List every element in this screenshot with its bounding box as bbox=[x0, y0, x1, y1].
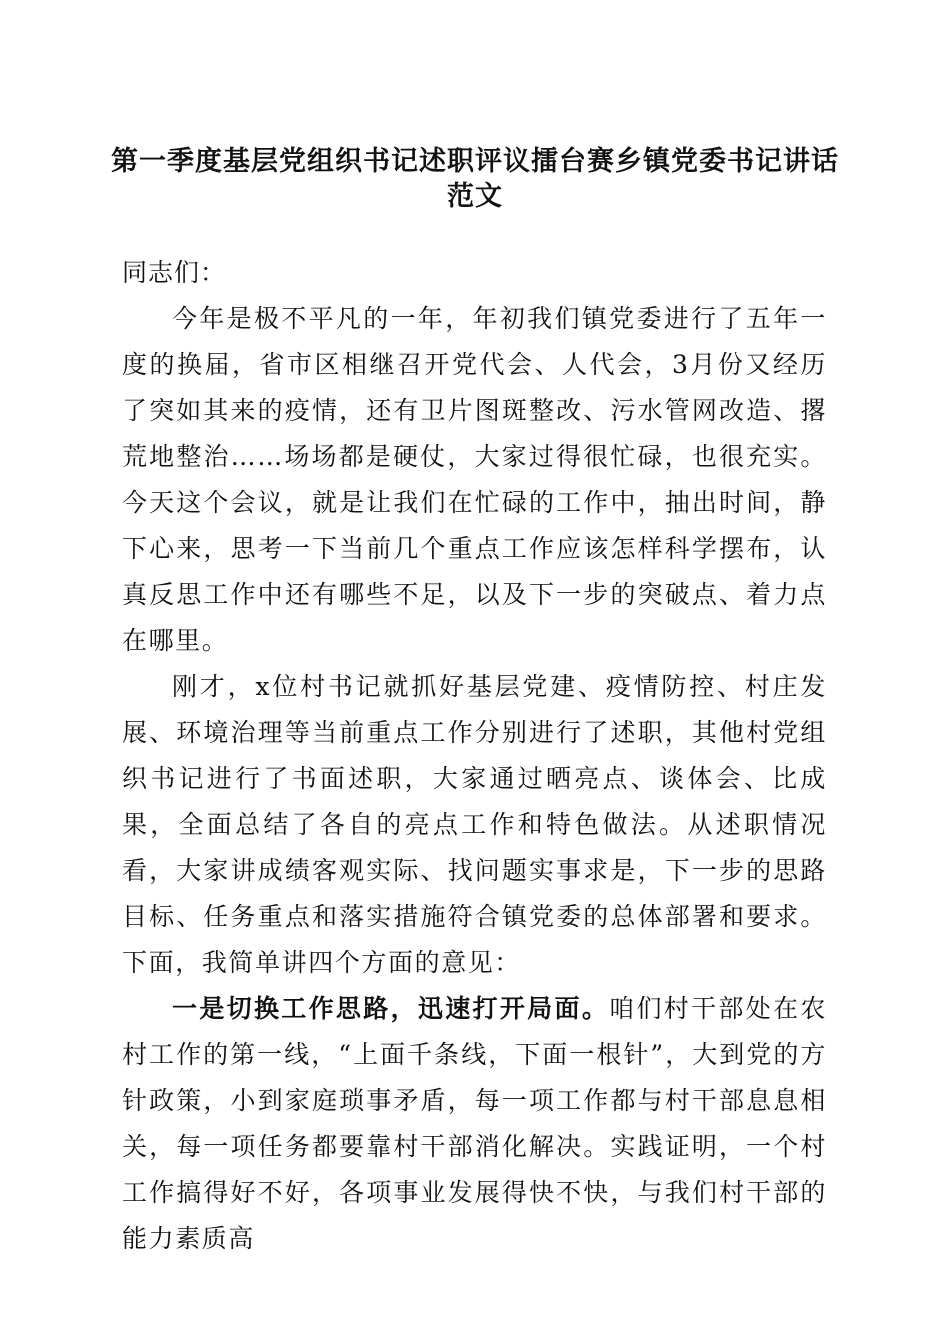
document-title: 第一季度基层党组织书记述职评议擂台赛乡镇党委书记讲话范文 bbox=[111, 146, 839, 212]
paragraph-1-text: 今年是极不平凡的一年，年初我们镇党委进行了五年一度的换届，省市区相继召开党代会、人代会，3月份又经历了突如其来的疫情，还有卫片图斑整改、污水管网改造、撂荒地整治……场场都是硬仗，大家过得很忙碌，也很充实。今天这个会议，就是让我们在忙碌的工作中，抽出时间，静下心来，思考一下当前几个重点工作应该怎样科学摆布，认真反思工作中还有哪些不足，以及下一步的突破点、着力点在哪里。 bbox=[122, 304, 827, 655]
paragraph-3-lead: 一是切换工作思路，迅速打开局面。 bbox=[172, 994, 610, 1023]
document-body bbox=[122, 250, 827, 1262]
paragraph-2 bbox=[122, 664, 827, 986]
paragraph-1 bbox=[122, 296, 827, 664]
paragraph-3-text: 咱们村干部处在农村工作的第一线，“上面千条线，下面一根针”，大到党的方针政策，小到家庭琐事矛盾，每一项工作都与村干部息息相关，每一项任务都要靠村干部消化解决。实践证明，一个村工作搞得好不好，各项事业发展得快不快，与我们村干部的能力素质高 bbox=[122, 994, 827, 1253]
salutation: 同志们： bbox=[122, 258, 227, 287]
paragraph-3 bbox=[122, 986, 827, 1262]
paragraph-2-text: 刚才，x位村书记就抓好基层党建、疫情防控、村庄发展、环境治理等当前重点工作分别进行了述职，其他村党组织书记进行了书面述职，大家通过晒亮点、谈体会、比成果，全面总结了各自的亮点工作和特色做法。从述职情况看，大家讲成绩客观实际、找问题实事求是，下一步的思路目标、任务重点和落实措施符合镇党委的总体部署和要求。下面，我简单讲四个方面的意见： bbox=[122, 672, 827, 977]
